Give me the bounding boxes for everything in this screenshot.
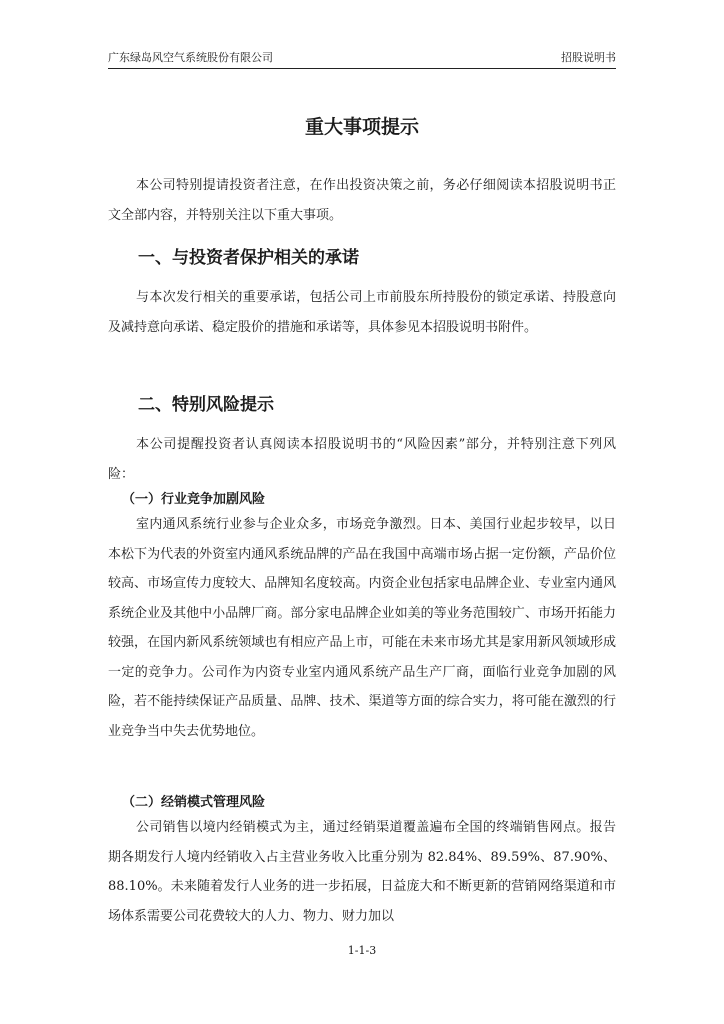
page-number: 1-1-3: [347, 944, 377, 957]
risk1-heading: （一）行业竞争加剧风险: [122, 492, 266, 507]
intro-paragraph: 本公司特别提请投资者注意，在作出投资决策之前，务必仔细阅读本招股说明书正文全部内容，并特别关注以下重大事项。: [108, 178, 616, 223]
risk2-heading: （二）经销模式管理风险: [122, 795, 266, 810]
page-header: [108, 51, 616, 69]
header-company-name: 广东绿岛风空气系统股份有限公司: [108, 51, 273, 64]
section2-paragraph: 本公司提醒投资者认真阅读本招股说明书的“风险因素”部分，并特别注意下列风险：: [108, 437, 616, 482]
risk2-paragraph: 公司销售以境内经销模式为主，通过经销渠道覆盖遍布全国的终端销售网点。报告期各期发行人境内经销收入占主营业务收入比重分别为 82.84%、89.59%、87.90%、88.10%。未来随着发行人业务的进一步拓展，日益庞大和不断更新的营销网络渠道和市场体系需要公司花费较大的人力、物力、财力加以: [108, 820, 616, 924]
risk1-paragraph: 室内通风系统行业参与企业众多，市场竞争激烈。日本、美国行业起步较早，以日本松下为代表的外资室内通风系统品牌的产品在我国中高端市场占据一定份额，产品价位较高、市场宣传力度较大、品牌知名度较高。内资企业包括家电品牌企业、专业室内通风系统企业及其他中小品牌厂商。部分家电品牌企业如美的等业务范围较广、市场开拓能力较强，在国内新风系统领域也有相应产品上市，可能在未来市场尤其是家用新风领域形成一定的竞争力。公司作为内资专业室内通风系统产品生产厂商，面临行业竞争加剧的风险，若不能持续保证产品质量、品牌、技术、渠道等方面的综合实力，将可能在激烈的行业竞争当中失去优势地位。: [108, 517, 616, 739]
section1-paragraph: 与本次发行相关的重要承诺，包括公司上市前股东所持股份的锁定承诺、持股意向及减持意向承诺、稳定股价的措施和承诺等，具体参见本招股说明书附件。: [108, 290, 616, 335]
header-document-type: 招股说明书: [561, 51, 616, 64]
page-title: 重大事项提示: [304, 116, 419, 138]
section2-heading: 二、特别风险提示: [138, 395, 274, 415]
section1-heading: 一、与投资者保护相关的承诺: [138, 248, 359, 268]
